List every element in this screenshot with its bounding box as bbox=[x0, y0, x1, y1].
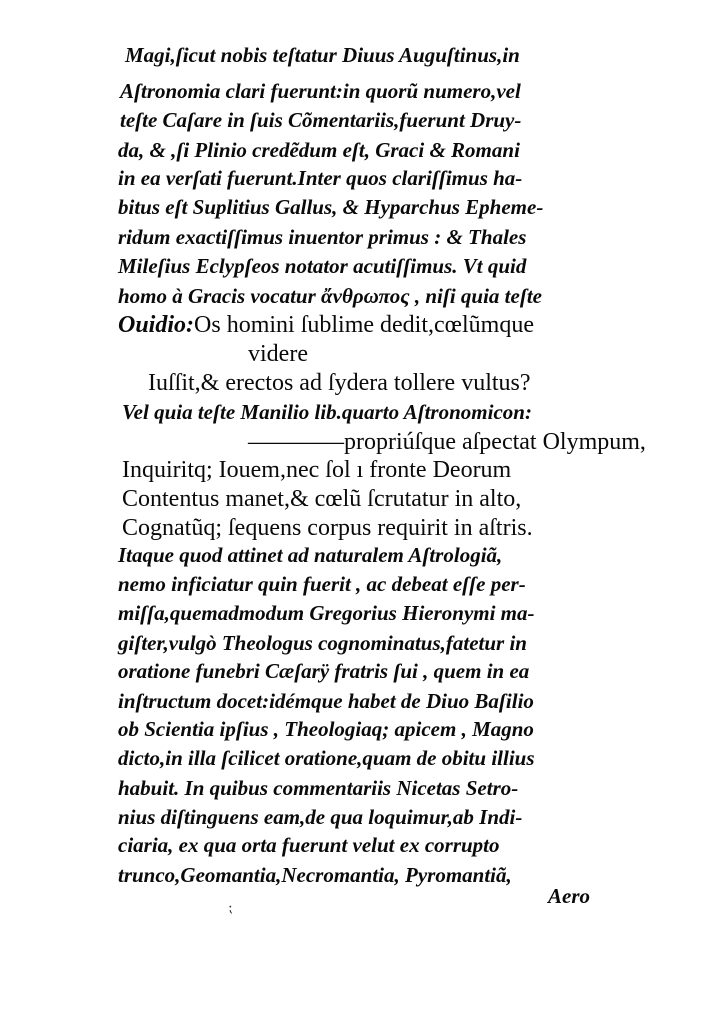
italic-text: trunco,Geomantia,Necromantia, Pyromantiã, bbox=[118, 863, 512, 887]
italic-text: Vel quia teſte Manilio lib.quarto Aſtronomicon: bbox=[122, 400, 532, 424]
roman-text: Cognatũq; ſequens corpus requirit in aſtris. bbox=[122, 515, 533, 541]
text-line bbox=[118, 194, 543, 220]
ink-smudge: ⁏ bbox=[228, 901, 233, 916]
text-line bbox=[118, 658, 529, 684]
italic-text: ridum exactiſſimus inuentor primus : & Thales bbox=[118, 225, 527, 249]
text-line bbox=[118, 716, 534, 742]
text-line bbox=[122, 456, 511, 484]
text-line bbox=[122, 514, 533, 542]
italic-text: ob Scientia ipſius , Theologiaq; apicem , Magno bbox=[118, 717, 534, 741]
text-line bbox=[248, 428, 646, 456]
text-line bbox=[118, 224, 526, 250]
italic-text: teſte Caſare in ſuis Cõmentariis,fuerunt Druy- bbox=[120, 108, 522, 132]
roman-text: Iuſſit,& erectos ad ſydera tollere vultus? bbox=[148, 370, 531, 396]
text-line bbox=[125, 42, 520, 68]
text-line bbox=[118, 283, 542, 309]
roman-text: videre bbox=[248, 341, 308, 367]
text-line bbox=[118, 542, 502, 568]
italic-text: nemo inficiatur quin fuerit , ac debeat eſſe per- bbox=[118, 572, 526, 596]
italic-text: Magi,ſicut nobis teſtatur Diuus Auguſtinus,in bbox=[125, 43, 520, 67]
italic-text: oratione funebri Cæſarÿ fratris ſui , quem in ea bbox=[118, 659, 530, 683]
italic-text: giſter,vulgò Theologus cognominatus,fatetur in bbox=[118, 631, 527, 655]
italic-text: miſſa,quemadmodum Gregorius Hieronymi ma- bbox=[118, 601, 535, 625]
italic-text: Mileſius Eclypſeos notator acutiſſimus. Vt quid bbox=[118, 254, 527, 278]
italic-text: dicto,in illa ſcilicet oratione,quam de obitu illius bbox=[118, 746, 535, 770]
text-line bbox=[118, 862, 512, 888]
text-line bbox=[118, 253, 526, 279]
italic-text: ciaria, ex qua orta fuerunt velut ex corrupto bbox=[118, 833, 500, 857]
text-line bbox=[118, 165, 522, 191]
italic-text: nius diſtinguens eam,de qua loquimur,ab Indi- bbox=[118, 805, 523, 829]
roman-text: Inquiritq; Iouem,nec ſol ı fronte Deorum bbox=[122, 457, 512, 483]
text-line bbox=[118, 688, 534, 714]
text-line bbox=[120, 78, 521, 104]
italic-text: Ouidio: bbox=[118, 312, 195, 338]
roman-text: ————propriúſque aſpectat Olympum, bbox=[248, 429, 646, 455]
italic-text: inſtructum docet:idémque habet de Diuo Baſilio bbox=[118, 689, 534, 713]
text-line bbox=[122, 485, 521, 513]
text-line bbox=[118, 745, 535, 771]
text-line bbox=[122, 399, 532, 425]
text-line bbox=[118, 775, 518, 801]
text-line bbox=[248, 340, 308, 368]
italic-text: habuit. In quibus commentariis Nicetas Setro- bbox=[118, 776, 519, 800]
text-line bbox=[118, 804, 522, 830]
text-line bbox=[148, 369, 531, 397]
italic-text: Itaque quod attinet ad naturalem Aſtrologiã, bbox=[118, 543, 503, 567]
text-line bbox=[118, 832, 500, 858]
text-line bbox=[118, 137, 520, 163]
italic-text: bitus eſt Suplitius Gallus, & Hyparchus Epheme- bbox=[118, 195, 544, 219]
italic-text: Aſtronomia clari fuerunt:in quorũ numero,vel bbox=[120, 79, 521, 103]
text-line bbox=[118, 311, 534, 339]
roman-text: Os homini ſublime dedit,cœlũmque bbox=[194, 312, 534, 338]
text-line bbox=[120, 107, 521, 133]
italic-text: in ea verſati fuerunt.Inter quos clariſſimus ha- bbox=[118, 166, 523, 190]
text-line bbox=[118, 571, 526, 597]
text-line bbox=[118, 630, 527, 656]
text-line bbox=[118, 600, 535, 626]
roman-text: Contentus manet,& cœlũ ſcrutatur in alto, bbox=[122, 486, 522, 512]
italic-text: da, & ,ſi Plinio credẽdum eſt, Graci & Romani bbox=[118, 138, 520, 162]
italic-text: homo à Gracis vocatur ἄνθρωπος , niſi quia teſte bbox=[118, 284, 542, 308]
catchword: Aero bbox=[548, 884, 590, 908]
